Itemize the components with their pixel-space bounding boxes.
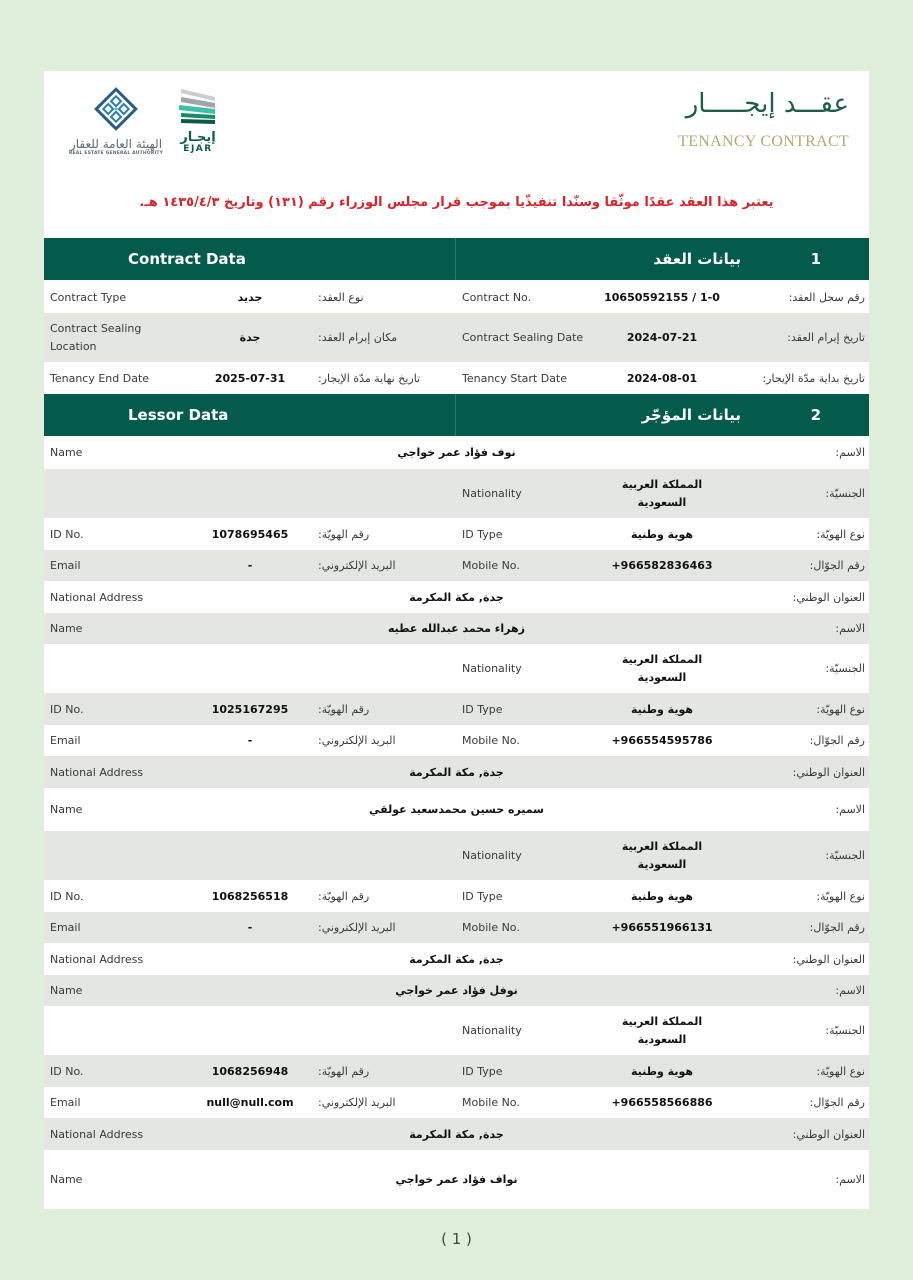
label-en: Name bbox=[50, 446, 83, 459]
section-title-english: Lessor Data bbox=[128, 406, 229, 424]
lessor-name-row bbox=[44, 613, 869, 644]
label-en: ID Type bbox=[462, 702, 503, 716]
lessor-nationality-row bbox=[44, 644, 869, 693]
label-ar: الجنسيّة: bbox=[825, 1024, 865, 1037]
label-ar: نوع الهويّة: bbox=[816, 889, 865, 903]
lessor-id-number: 1068256518 bbox=[211, 889, 289, 903]
label-ar: تاريخ بداية مدّة الإيجار: bbox=[762, 371, 865, 385]
label-en: Mobile No. bbox=[462, 734, 520, 747]
label-ar: نوع العقد: bbox=[318, 290, 364, 304]
lessor-id-row bbox=[44, 693, 869, 725]
section-title-english: Contract Data bbox=[128, 250, 246, 268]
value: جديد bbox=[237, 290, 263, 304]
lessor-nationality-row bbox=[44, 831, 869, 880]
lessor-id-number: 1078695465 bbox=[211, 527, 289, 541]
lessor-name-row bbox=[44, 436, 869, 469]
lessor-name: سميره حسين محمدسعيد عولقي bbox=[369, 803, 544, 816]
lessor-name-row bbox=[44, 975, 869, 1006]
label-en: National Address bbox=[50, 952, 144, 966]
label-en: ID No. bbox=[50, 527, 84, 541]
label-ar: الاسم: bbox=[835, 622, 865, 635]
lessor-nationality: المملكة العربية السعودية bbox=[621, 839, 703, 871]
label-en: Mobile No. bbox=[462, 921, 520, 934]
label-en: Name bbox=[50, 984, 83, 997]
label-en: Email bbox=[50, 559, 81, 572]
label-ar: رقم الهويّة: bbox=[318, 889, 370, 903]
document-header bbox=[44, 71, 869, 238]
lessor-mobile: +966558566886 bbox=[611, 1096, 713, 1109]
lessor-address: جدة, مكة المكرمة bbox=[409, 765, 504, 779]
lessor-id-type: هوية وطنية bbox=[630, 527, 693, 541]
label-ar: رقم الجوّال: bbox=[809, 1096, 865, 1109]
label-en: Tenancy Start Date bbox=[462, 371, 568, 385]
label-en: Tenancy End Date bbox=[50, 371, 150, 385]
label-ar: العنوان الوطني: bbox=[792, 952, 865, 966]
lessor-id-number: 1025167295 bbox=[211, 702, 289, 716]
lessor-mobile: +966582836463 bbox=[611, 559, 713, 572]
section-title-arabic: بيانات المؤجّر bbox=[641, 406, 741, 424]
header-divider bbox=[455, 394, 456, 436]
lessor-id-type: هوية وطنية bbox=[630, 889, 693, 903]
lessor-name: نوفل فؤاد عمر خواجي bbox=[395, 984, 518, 997]
contract-page bbox=[44, 71, 869, 1208]
label-en: Name bbox=[50, 622, 83, 635]
label-en: ID Type bbox=[462, 889, 503, 903]
lessor-id-row bbox=[44, 880, 869, 912]
rega-logo bbox=[60, 87, 172, 161]
lessor-nationality: المملكة العربية السعودية bbox=[621, 477, 703, 509]
label-ar: تاريخ إبرام العقد: bbox=[787, 331, 865, 344]
label-en: Contract Sealing Location bbox=[50, 321, 142, 353]
lessor-email: - bbox=[247, 734, 253, 747]
label-en: Nationality bbox=[462, 662, 522, 675]
label-en: Name bbox=[50, 803, 83, 816]
lessor-contact-row bbox=[44, 550, 869, 581]
label-ar: نوع الهويّة: bbox=[816, 702, 865, 716]
rega-logo-arabic: الهيئة العامة للعقار bbox=[69, 137, 163, 151]
rega-logo-english: REAL ESTATE GENERAL AUTHORITY bbox=[68, 151, 164, 156]
label-ar: العنوان الوطني: bbox=[792, 1127, 865, 1141]
lessor-contact-row bbox=[44, 912, 869, 943]
label-en: ID Type bbox=[462, 527, 503, 541]
lessor-address: جدة, مكة المكرمة bbox=[409, 952, 504, 966]
lessor-address-row bbox=[44, 756, 869, 788]
label-en: Contract No. bbox=[462, 290, 532, 304]
label-ar: نوع الهويّة: bbox=[816, 1064, 865, 1078]
lessor-name: نواف فؤاد عمر خواجي bbox=[395, 1173, 518, 1186]
label-ar: البريد الإلكتروني: bbox=[318, 559, 396, 572]
header-divider bbox=[455, 238, 456, 280]
label-en: Mobile No. bbox=[462, 559, 520, 572]
ejar-logo-arabic: إيجـار bbox=[180, 130, 216, 145]
label-en: Nationality bbox=[462, 1024, 522, 1037]
label-en: Contract Type bbox=[50, 290, 127, 304]
title-english: TENANCY CONTRACT bbox=[678, 133, 849, 150]
lessor-name-row bbox=[44, 1150, 869, 1209]
lessor-address-row bbox=[44, 943, 869, 975]
label-ar: الجنسيّة: bbox=[825, 662, 865, 675]
label-ar: رقم الهويّة: bbox=[318, 702, 370, 716]
label-ar: الجنسيّة: bbox=[825, 849, 865, 862]
label-ar: الاسم: bbox=[835, 1173, 865, 1186]
lessor-id-row bbox=[44, 1055, 869, 1087]
label-ar: تاريخ نهاية مدّة الإيجار: bbox=[318, 371, 421, 385]
lessor-address: جدة, مكة المكرمة bbox=[409, 590, 504, 604]
label-en: ID No. bbox=[50, 889, 84, 903]
lessor-section-header bbox=[44, 394, 869, 436]
ejar-emblem-icon bbox=[177, 87, 219, 125]
rega-emblem-icon bbox=[94, 87, 138, 131]
label-en: National Address bbox=[50, 590, 144, 604]
label-ar: العنوان الوطني: bbox=[792, 590, 865, 604]
label-ar: العنوان الوطني: bbox=[792, 765, 865, 779]
lessor-nationality-row bbox=[44, 469, 869, 518]
value: 2024-08-01 bbox=[626, 371, 698, 385]
label-ar: البريد الإلكتروني: bbox=[318, 1096, 396, 1109]
label-ar: مكان إبرام العقد: bbox=[318, 331, 398, 344]
lessor-address-row bbox=[44, 1118, 869, 1150]
lessor-nationality: المملكة العربية السعودية bbox=[621, 1014, 703, 1046]
lessor-id-type: هوية وطنية bbox=[630, 1064, 693, 1078]
contract-row bbox=[44, 313, 869, 362]
label-en: Nationality bbox=[462, 849, 522, 862]
label-en: Contract Sealing Date bbox=[462, 331, 584, 344]
lessor-address: جدة, مكة المكرمة bbox=[409, 1127, 504, 1141]
label-ar: الجنسيّة: bbox=[825, 487, 865, 500]
label-ar: رقم الجوّال: bbox=[809, 734, 865, 747]
value: جدة bbox=[239, 331, 261, 344]
label-ar: البريد الإلكتروني: bbox=[318, 734, 396, 747]
label-en: Name bbox=[50, 1173, 83, 1186]
label-ar: الاسم: bbox=[835, 984, 865, 997]
label-en: Email bbox=[50, 1096, 81, 1109]
label-en: Email bbox=[50, 921, 81, 934]
label-en: National Address bbox=[50, 765, 144, 779]
label-en: ID No. bbox=[50, 1064, 84, 1078]
lessor-email: null@null.com bbox=[206, 1096, 294, 1109]
lessor-id-row bbox=[44, 518, 869, 550]
lessor-address-row bbox=[44, 581, 869, 613]
lessor-id-type: هوية وطنية bbox=[630, 702, 693, 716]
lessor-contact-row bbox=[44, 1087, 869, 1118]
section-title-arabic: بيانات العقد bbox=[653, 250, 741, 268]
lessor-contact-row bbox=[44, 725, 869, 756]
contract-row bbox=[44, 362, 869, 394]
label-ar: نوع الهويّة: bbox=[816, 527, 865, 541]
label-ar: الاسم: bbox=[835, 803, 865, 816]
section-number: 2 bbox=[810, 406, 821, 424]
label-en: Email bbox=[50, 734, 81, 747]
title-arabic: عقـــد إيجـــــار bbox=[685, 89, 849, 119]
lessor-mobile: +966551966131 bbox=[611, 921, 713, 934]
label-ar: الاسم: bbox=[835, 446, 865, 459]
lessor-name: نوف فؤاد عمر خواجي bbox=[397, 446, 516, 459]
lessor-email: - bbox=[247, 559, 253, 572]
legal-notice: يعتبر هذا العقد عقدًا موثّقا وسنّدا تنفيذّيا بموجب قرار مجلس الوزراء رقم (١٣١) وتاريخ ١٤٣٥/٤/٣ هـ. bbox=[139, 195, 774, 210]
page-number: ( 1 ) bbox=[441, 1230, 472, 1248]
value: 10650592155 / 1-0 bbox=[604, 290, 720, 304]
contract-row bbox=[44, 281, 869, 313]
value: 2024-07-21 bbox=[626, 331, 698, 344]
label-en: ID No. bbox=[50, 702, 84, 716]
label-ar: رقم الجوّال: bbox=[809, 921, 865, 934]
label-ar: رقم سجل العقد: bbox=[788, 290, 865, 304]
label-ar: رقم الهويّة: bbox=[318, 1064, 370, 1078]
lessor-name: زهراء محمد عبدالله عطيه bbox=[388, 622, 525, 635]
lessor-nationality-row bbox=[44, 1006, 869, 1055]
lessor-id-number: 1068256948 bbox=[211, 1064, 289, 1078]
label-en: Mobile No. bbox=[462, 1096, 520, 1109]
label-ar: رقم الهويّة: bbox=[318, 527, 370, 541]
contract-section-header bbox=[44, 238, 869, 280]
value: 2025-07-31 bbox=[214, 371, 286, 385]
lessor-mobile: +966554595786 bbox=[611, 734, 713, 747]
label-ar: البريد الإلكتروني: bbox=[318, 921, 396, 934]
section-number: 1 bbox=[810, 250, 821, 268]
lessor-nationality: المملكة العربية السعودية bbox=[621, 652, 703, 684]
label-en: National Address bbox=[50, 1127, 144, 1141]
label-en: Nationality bbox=[462, 487, 522, 500]
label-en: ID Type bbox=[462, 1064, 503, 1078]
lessor-email: - bbox=[247, 921, 253, 934]
lessor-name-row bbox=[44, 788, 869, 831]
ejar-logo-english: EJAR bbox=[183, 144, 213, 154]
label-ar: رقم الجوّال: bbox=[809, 559, 865, 572]
ejar-logo bbox=[177, 87, 219, 159]
